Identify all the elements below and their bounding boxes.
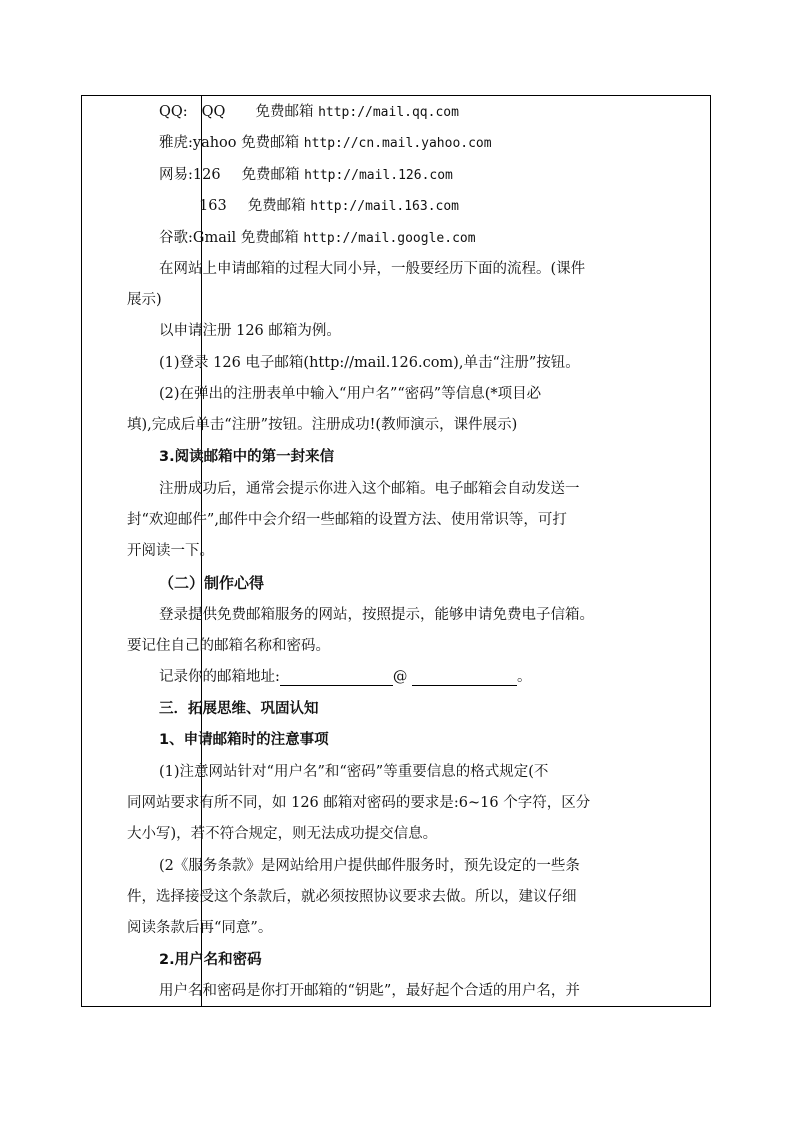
read-mail-para-line2: 封“欢迎邮件”,邮件中会介绍一些邮箱的设置方法、使用常识等，可打 (127, 512, 567, 528)
credentials-heading: 2.用户名和密码 (159, 952, 262, 968)
note2-line2: 件，选择接受这个条款后，就必须按照协议要求去做。所以，建议仔细 (127, 889, 577, 905)
mail-row-google: 谷歌:Gmail 免费邮箱 http://mail.google.com (159, 230, 476, 246)
process-step1: (1)登录 126 电子邮箱(http://mail.126.com),单击“注册”按钮。 (159, 355, 580, 371)
read-mail-para-line3: 开阅读一下。 (127, 543, 214, 559)
email-user-blank (280, 669, 393, 686)
note2-line3: 阅读条款后再“同意”。 (127, 920, 273, 936)
process-step2-line1: (2)在弹出的注册表单中输入“用户名”“密码”等信息(*项目必 (159, 386, 542, 402)
extension-heading: 三．拓展思维、巩固认知 (159, 701, 319, 717)
process-step2-line2: 填),完成后单击“注册”按钮。注册成功!(教师演示，课件展示) (127, 417, 518, 433)
credentials-para-line1: 用户名和密码是你打开邮箱的“钥匙”，最好起个合适的用户名，并 (159, 983, 580, 999)
process-intro-line1: 在网站上申请邮箱的过程大同小异，一般要经历下面的流程。(课件 (159, 261, 586, 277)
read-mail-para-line1: 注册成功后，通常会提示你进入这个邮箱。电子邮箱会自动发送一 (159, 481, 580, 497)
mail-row-126: 网易:126 免费邮箱 http://mail.126.com (159, 167, 453, 183)
experience-para-line2: 要记住自己的邮箱名称和密码。 (127, 638, 330, 654)
note1-line3: 大小写)，若不符合规定，则无法成功提交信息。 (127, 826, 438, 842)
mail-row-qq: QQ: QQ 免费邮箱 http://mail.qq.com (159, 104, 459, 120)
mail-row-163: 163 免费邮箱 http://mail.163.com (199, 198, 460, 214)
email-domain-blank (412, 669, 517, 686)
experience-heading: （二）制作心得 (159, 574, 265, 592)
process-intro-line2: 展示) (127, 292, 162, 308)
note1-line1: (1)注意网站针对“用户名”和“密码”等重要信息的格式规定(不 (159, 764, 549, 780)
experience-para-line1: 登录提供免费邮箱服务的网站，按照提示，能够申请免费电子信箱。 (159, 607, 594, 623)
read-mail-heading: 3.阅读邮箱中的第一封来信 (159, 449, 335, 465)
notes-heading: 1、申请邮箱时的注意事项 (159, 732, 329, 748)
email-record-line: 记录你的邮箱地址: @ 。 (159, 669, 532, 685)
mail-row-yahoo: 雅虎:yahoo 免费邮箱 http://cn.mail.yahoo.com (159, 135, 492, 151)
note1-line2: 同网站要求有所不同，如 126 邮箱对密码的要求是:6~16 个字符，区分 (127, 795, 591, 811)
process-example: 以申请注册 126 邮箱为例。 (159, 323, 341, 339)
note2-line1: (2《服务条款》是网站给用户提供邮件服务时，预先设定的一些条 (159, 858, 580, 874)
